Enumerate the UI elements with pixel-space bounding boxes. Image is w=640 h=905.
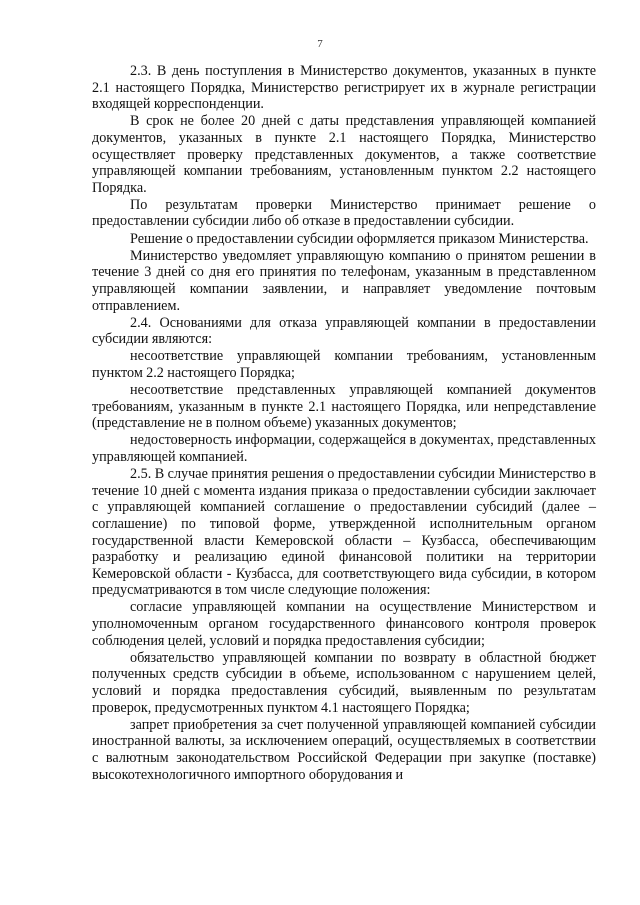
paragraph-refusal-reason-1: несоответствие управляющей компании требованиям, установленным пунктом 2.2 настоящего Порядка;	[92, 348, 596, 381]
paragraph-decision: По результатам проверки Министерство принимает решение о предоставлении субсидии либо об отказе в предоставлении субсидии.	[92, 196, 596, 230]
paragraph-review-period: В срок не более 20 дней с даты представления управляющей компанией документов, указанных в пункте 2.1 настоящего Порядка, Министерство осуществляет проверку представленных документов, а также соответствие управляющей компании требованиям, установленным пунктом 2.2 настоящего Порядка.	[92, 113, 596, 196]
paragraph-refusal-reason-2: несоответствие представленных управляющей компанией документов требованиям, указанным в пункте 2.1 настоящего Порядка, или непредставление (представление не в полном объеме) указанных документов;	[92, 382, 596, 432]
paragraph-provision-refund: обязательство управляющей компании по возврату в областной бюджет полученных средств субсидии в объеме, использованном с нарушением целей, условий и порядка предоставления субсидий, выявленным по результатам проверок, предусмотренных пунктом 4.1 настоящего Порядка;	[92, 649, 596, 716]
paragraph-refusal-reason-3: недостоверность информации, содержащейся в документах, представленных управляющей компанией.	[92, 432, 596, 466]
paragraph-provision-consent: согласие управляющей компании на осуществление Министерством и уполномоченным органом государственного финансового контроля проверок соблюдения целей, условий и порядка предоставления субсидии;	[92, 599, 596, 649]
paragraph-notification: Министерство уведомляет управляющую компанию о принятом решении в течение 3 дней со дня его принятия по телефонам, указанным в представленном управляющей компании заявлении, и направляет уведомление почтовым отправлением.	[92, 247, 596, 314]
paragraph-provision-currency: запрет приобретения за счет полученной управляющей компанией субсидии иностранной валюты, за исключением операций, осуществляемых в соответствии с валютным законодательством Российской Федерации при закупке (поставке) высокотехнологичного импортного оборудования и	[92, 716, 596, 783]
document-body	[92, 63, 596, 784]
paragraph-2-3: 2.3. В день поступления в Министерство документов, указанных в пункте 2.1 настоящего Порядка, Министерство регистрирует их в журнале регистрации входящей корреспонденции.	[92, 63, 596, 113]
paragraph-decision-order: Решение о предоставлении субсидии оформляется приказом Министерства.	[130, 230, 589, 247]
paragraph-2-4: 2.4. Основаниями для отказа управляющей компании в предоставлении субсидии являются:	[92, 314, 596, 348]
page-number: 7	[317, 38, 323, 50]
paragraph-2-5: 2.5. В случае принятия решения о предоставлении субсидии Министерство в течение 10 дней с момента издания приказа о предоставлении субсидии заключает с управляющей компанией соглашение о предоставлении субсидий (далее – соглашение) по типовой форме, утвержденной исполнительным органом государственной власти Кемеровской области – Кузбасса, обеспечивающим разработку и реализацию единой финансовой политики на территории Кемеровской области - Кузбасса, для соответствующего вида субсидии, в котором предусматриваются в том числе следующие положения:	[92, 466, 596, 599]
